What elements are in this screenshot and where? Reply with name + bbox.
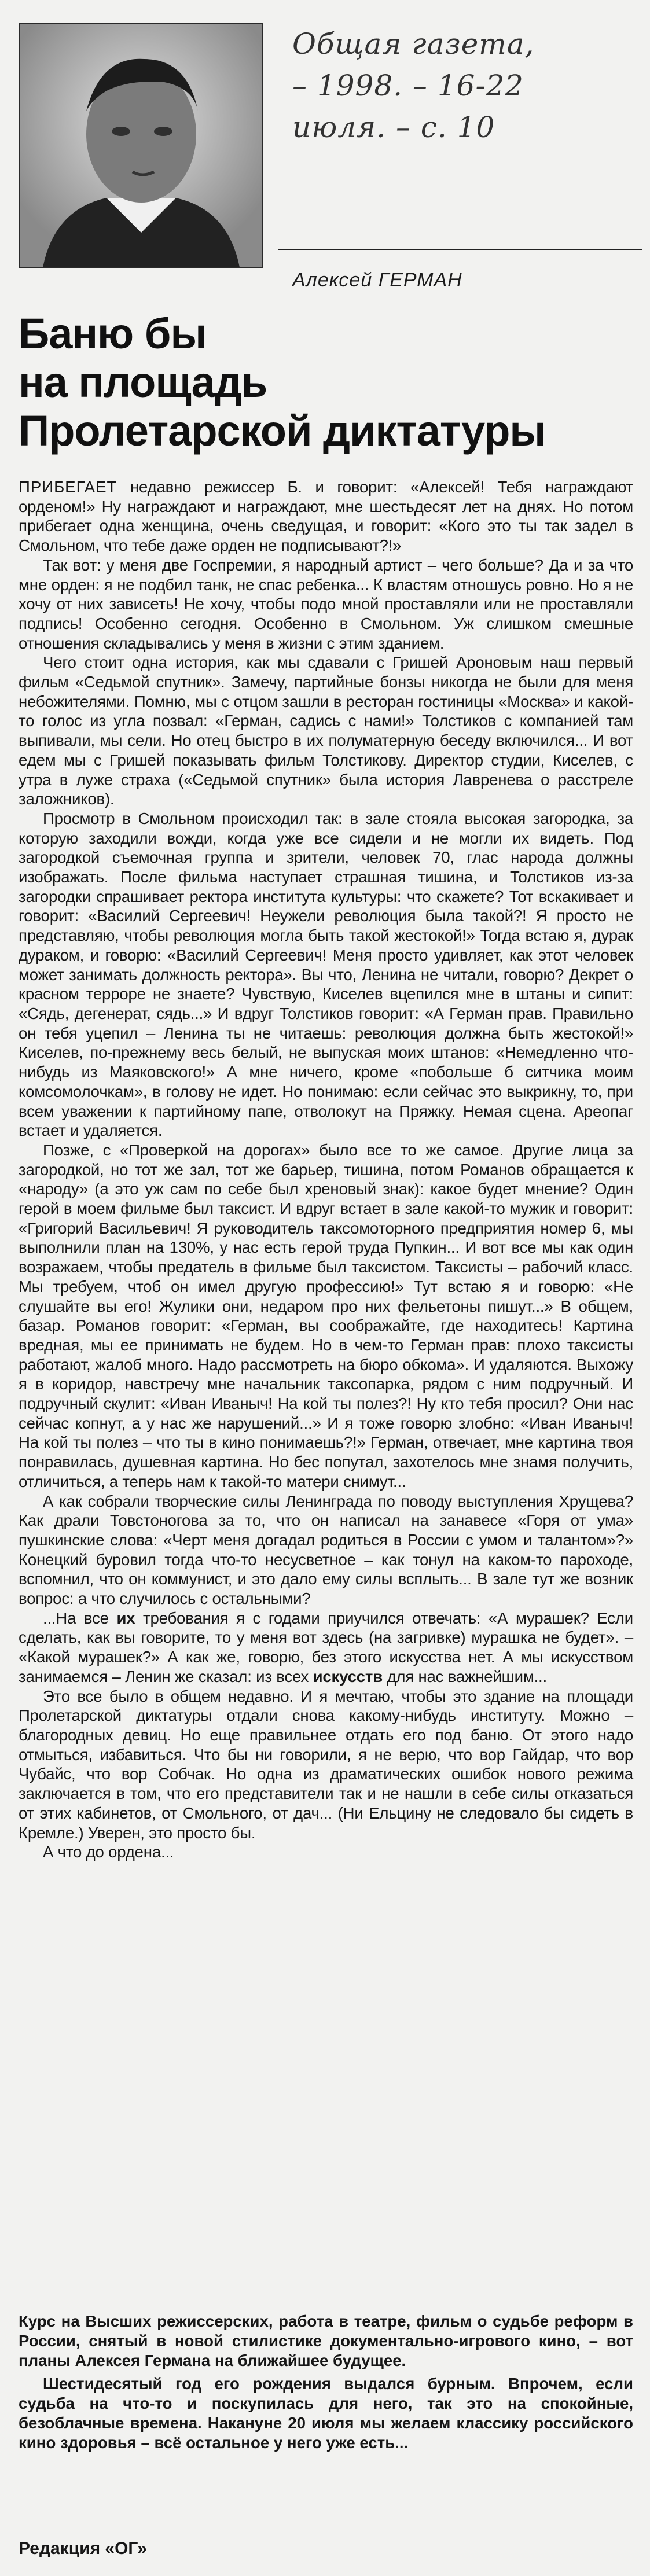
paragraph-1 [19, 477, 633, 555]
handnote-line-2: – 1998. – 16-22 [292, 69, 524, 102]
paragraph-7-part-c: требования я с годами приучился отвечать: «А мурашек? Если сделать, как вы говорите, то у меня вот здесь (на загривке) мурашка не будет». – «Какой мурашек?» А как же, говорю, без этого искусства нет. А мы искусством занимаемся – Ленин же сказал: из всех [19, 1609, 633, 1686]
paragraph-7-part-e: для нас важнейшим... [382, 1667, 547, 1686]
paragraph-8: Это все было в общем недавно. И я мечтаю, чтобы это здание на площади Пролетарской диктатуры отдали снова какому-нибудь институту. Можно – благородных девиц. Но еще правильнее отдать его под баню. От этого надо отмыться, избавиться. Что бы ни говорили, я не верю, что вор Гайдар, что вор Чубайс, что вор Собчак. Но одна из драматических ошибок нового режима заключается в том, что его представители так и не нашли в себе силы отказаться от этих кабинетов, от Смольного, от дач... (Ни Ельцину не следовало бы сидеть в Кремле.) Уверен, это просто бы. [19, 1687, 633, 1842]
paragraph-7-part-a: ...На все [43, 1609, 117, 1627]
author-photo [19, 23, 263, 268]
handnote-line-1: Общая газета, [292, 27, 535, 61]
paragraph-7 [19, 1609, 633, 1687]
headline-line-3: Пролетарской диктатуры [19, 407, 546, 455]
paragraph-6: А как собрали творческие силы Ленинграда по поводу выступления Хрущева? Как драли Товстоногова за то, что он написал на занавесе «Горя от ума» пушкинские слова: «Черт меня догадал родиться в России с умом и талантом»?» Конецкий буровил тогда что-то несусветное – как тонул на каком-то пароходе, вспомнил, что он коммунист, и это дало ему силы всплыть... В зале тут же возник вопрос: а что случилось с остальными? [19, 1492, 633, 1608]
paragraph-7-emphasis-them: их [116, 1609, 135, 1627]
paragraph-1-text: недавно режиссер Б. и говорит: «Алексей! Тебя награждают орденом!» Ну награждают и награждают, мне шестьдесят лет на днях. Но потом прибегает одна женщина, очень сведущая, и говорит: «Кого это ты так задел в Смольном, что тебе даже орден не подписывают?!» [19, 478, 633, 555]
paragraph-9: А что до ордена... [43, 1843, 174, 1861]
paragraph-7-emphasis-arts: искусств [313, 1667, 383, 1686]
lead-in-word: ПРИБЕГАЕТ [19, 478, 117, 496]
summary-paragraph-2: Шестидесятый год его рождения выдался бурным. Впрочем, если судьба на что-то и поскупилась для него, так это на спокойные, безоблачные времена. Накануне 20 июля мы желаем классику российского кино здоровья – всё остальное у него уже есть... [19, 2375, 633, 2452]
editorial-signature: Редакция «ОГ» [19, 2539, 147, 2558]
article-headline [19, 310, 638, 455]
handwritten-source-note [292, 23, 640, 148]
paragraph-5: Позже, с «Проверкой на дорогах» было все то же самое. Другие лица за загородкой, но тот же зал, тот же барьер, тишина, потом Романов обращается к «народу» (а это уж сам по себе был хреновый знак): какое будет мнение? Один герой в моем фильме был таксист. И вдруг встает в зале какой-то мужик и говорит: «Григорий Васильевич! Я руководитель таксомоторного предприятия номер 6, мы выполнили план на 130%, у нас есть герой труда Пупкин... И вот все мы как один возражаем, чтобы предатель в фильме был таксистом. Таксисты – рабочий класс. Мы требуем, чтоб он имел другую профессию!» Тут встаю я и говорю: «Не слушайте вы его! Жулики они, недаром про них фельетоны пишут...» В общем, базар. Романов говорит: «Герман, вы соображайте, где находитесь! Картина вредная, мы ее принимать не будем. Но в чем-то Герман прав: плохо таксисты работают, жалоб много. Надо рассмотреть на бюро обкома». И удаляются. Выхожу я в коридор, навстречу мне начальник таксопарка, рядом с ним подручный. И подручный скулит: «Иван Иваныч! На кой ты полез?! Ну кто тебя просил? Они нас сейчас копнут, а у нас же нарушений...» И я тоже говорю злобно: «Иван Иваныч! На кой ты полез – что ты в кино понимаешь?!» Герман, отвечает, мне картина твоя понравилась, душевная картина. Но бес попутал, захотелось мне знамя получить, отличиться, а теперь нам к такой-то матери снимут... [19, 1140, 633, 1491]
headline-line-1: Баню бы [19, 310, 207, 358]
paragraph-4: Просмотр в Смольном происходил так: в зале стояла высокая загородка, за которую заходили вожди, когда уже все сидели и не могли их видеть. Под загородкой съемочная группа и зрители, человек 70, глас народа должны изображать. После фильма наступает страшная тишина, и Толстиков из-за загородки спрашивает ректора института культуры: что скажете? Тот вскакивает и говорит: «Василий Сергеевич! Неужели революция была такой?! Я просто не представляю, чтобы революция могла быть такой жестокой!» Тогда встаю я, дурак дураком, и говорю: «Василий Сергеевич! Меня просто удивляет, как этот человек может занимать должность ректора». Вы что, Ленина не читали, говорю? Декрет о красном терроре не знаете? Чувствую, Киселев вцепился мне в штаны и сипит: «Сядь, дегенерат, сядь...» И вдруг Толстиков говорит: «А Герман прав. Правильно он тебя уцепил – Ленина ты не читаешь: революция должна быть жестокой!» Киселев, по-прежнему весь белый, не выпуская моих штанов: «Немедленно что-нибудь из Маяковского!» А мне ничего, кроме «побольше б ситчика моим комсомолочкам», в голову не идет. Но понимаю: если сейчас это выкрикну, то, при всем уважении к партийному папе, отволокут на Пряжку. Немая сцена. Ареопаг встает и удаляется. [19, 809, 633, 1140]
headline-line-2: на площадь [19, 358, 267, 406]
article-body [19, 477, 633, 1862]
author-name: Алексей ГЕРМАН [292, 269, 462, 291]
author-divider [278, 249, 642, 250]
editorial-summary [19, 2312, 633, 2453]
paragraph-2: Так вот: у меня две Госпремии, я народный артист – чего больше? Да и за что мне орден: я не подбил танк, не спас ребенка... К властям отношусь ровно. Но я не хочу от них зависеть! Не хочу, чтобы подо мной проставляли или не проставляли подпись! Особенно сегодня. Особенно в Смольном. Уж слишком смешные отношения складывались у меня в жизни с этим зданием. [19, 555, 633, 652]
summary-paragraph-1: Курс на Высших режиссерских, работа в театре, фильм о судьбе реформ в России, снятый в новой стилистике документально-игрового кино, – вот планы Алексея Германа на ближайшее будущее. [19, 2312, 633, 2369]
handnote-line-3: июля. – с. 10 [292, 111, 495, 144]
portrait-image [20, 24, 262, 267]
paragraph-3: Чего стоит одна история, как мы сдавали с Гришей Ароновым наш первый фильм «Седьмой спутник». Замечу, партийные бонзы никогда не были для меня небожителями. Помню, мы с отцом зашли в ресторан гостиницы «Москва» и какой-то голос из угла позвал: «Герман, садись с нами!» Толстиков с компанией там выпивали, мы сели. Но отец быстро в их полуматерную беседу включился... И вот едем мы с Гришей показывать фильм Толстикову. Директор студии, Киселев, с утра в луже страха («Седьмой спутник» была история Лавренева о расстреле заложников). [19, 653, 633, 808]
